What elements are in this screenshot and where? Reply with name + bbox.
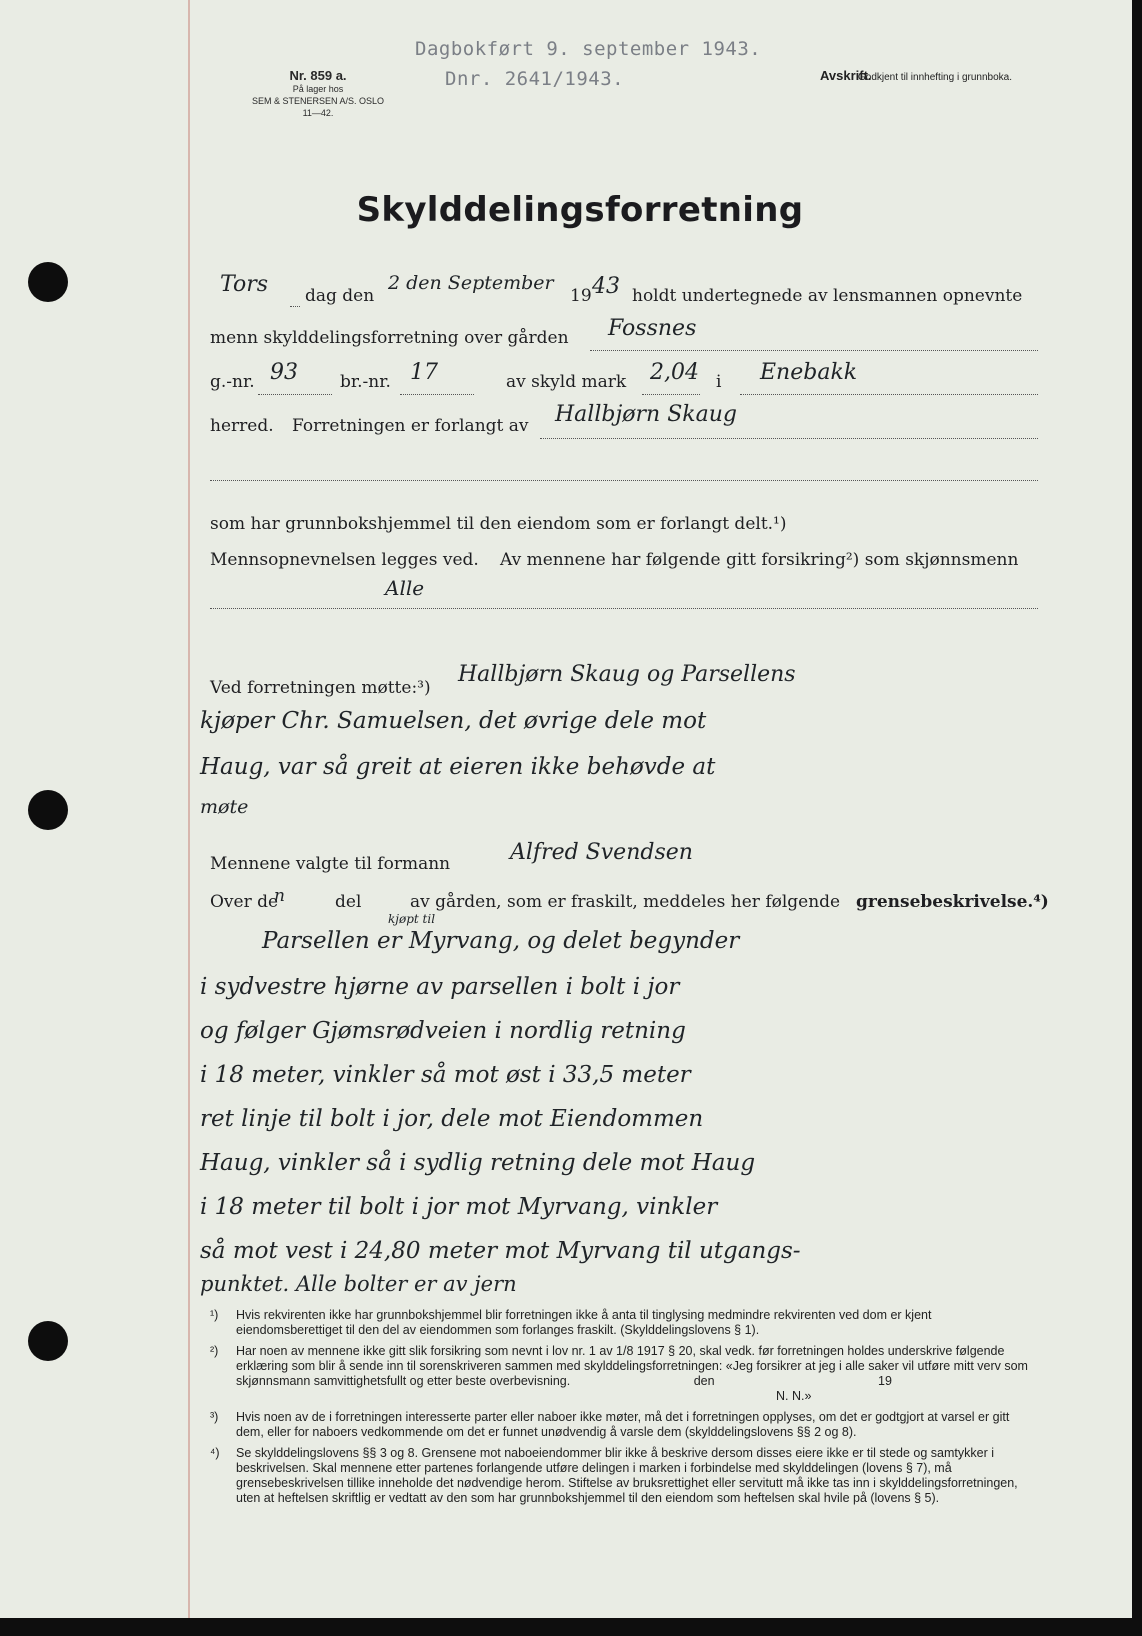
document-title: Skylddelingsforretning: [356, 190, 804, 230]
footnote-text: Hvis noen av de i forretningen interesserte parter eller naboer ikke møter, må det i forretningen opplyses, om det er godtgjort at varsel er gitt dem, eller for naboers vedkommende om det er funnet unødvendig å varsle dem (skylddelingslovens §§ 2 og 8).: [236, 1410, 1010, 1439]
label-skyld: av skyld mark: [506, 372, 627, 392]
dotted-line: [400, 394, 474, 395]
footnotes: [210, 1308, 1040, 1512]
footnote: [210, 1446, 1040, 1506]
footnote: [210, 1410, 1040, 1440]
handwritten-weekday: Tors: [220, 272, 269, 297]
handwritten-suffix: n: [274, 886, 285, 906]
handwritten-formann: Alfred Svendsen: [510, 840, 693, 865]
printer-date: 11—42.: [302, 108, 334, 118]
form-row-formann: [210, 840, 1038, 888]
handwritten-moette-line: møte: [200, 796, 249, 818]
label-forsikring: Av mennene har følgende gitt forsikring²) som skjønnsmenn: [500, 550, 1019, 570]
footnote-mark: ²): [210, 1344, 219, 1358]
label-grensebeskrivelse: grensebeskrivelse.⁴): [856, 892, 1049, 912]
handwritten-requester: Hallbjørn Skaug: [555, 402, 737, 427]
dotted-line: [290, 306, 300, 307]
handwritten-moette-line: Haug, var så greit at eieren ikke behøvde at: [200, 754, 716, 780]
footnote-mark: ¹): [210, 1308, 219, 1322]
handwritten-grense-line: ret linje til bolt i jor, dele mot Eiendommen: [200, 1106, 704, 1132]
handwritten-grense-line: i sydvestre hjørne av parsellen i bolt i jor: [200, 974, 680, 1000]
label-gnr: g.-nr.: [210, 372, 255, 392]
margin-line: [188, 0, 190, 1618]
handwritten-farm: Fossnes: [608, 316, 697, 341]
avskrift-title: Avskrift.: [820, 68, 872, 83]
handwritten-skjonnsmenn: Alle: [385, 576, 425, 600]
label-formann: Mennene valgte til formann: [210, 854, 451, 874]
handwritten-moette: Hallbjørn Skaug og Parsellens: [458, 662, 796, 687]
handwritten-brnr: 17: [410, 360, 438, 385]
footnote-text: Hvis rekvirenten ikke har grunnbokshjemmel blir forretningen ikke å anta til tinglysing medmindre rekvirenten ved dom er kjent eiendomsberettiget til den del av eiendommen som forlanges fraskilt. (Skylddelingslovens § 1).: [236, 1308, 932, 1337]
handwritten-moette-line: kjøper Chr. Samuelsen, det øvrige dele mot: [200, 708, 707, 734]
handwritten-insert: kjøpt til: [388, 912, 436, 926]
label-brnr: br.-nr.: [340, 372, 391, 392]
form-row-hjemmel: [210, 508, 1038, 548]
dotted-line: [642, 394, 700, 395]
form-row-moette: [210, 662, 1038, 712]
printer-line: På lager hos: [292, 84, 344, 94]
form-row-farm: [210, 316, 1038, 362]
form-row-date: [210, 272, 1038, 320]
form-row-blank: [210, 452, 1038, 492]
printer-info: [228, 68, 408, 119]
handwritten-grense-line: i 18 meter til bolt i jor mot Myrvang, vinkler: [200, 1194, 718, 1220]
footnote: [210, 1308, 1040, 1338]
handwritten-grense-line: punktet. Alle bolter er av jern: [200, 1272, 517, 1296]
label-mennsopnevnelse: Mennsopnevnelsen legges ved.: [210, 550, 479, 570]
footnote-year: 19: [878, 1374, 892, 1388]
form-row-skjonnsmenn: [210, 576, 1038, 622]
avskrift-subtitle: Godkjent til innhefting i grunnboka.: [858, 72, 1012, 83]
label-dag-den: dag den: [305, 286, 375, 306]
footnote-den: den: [693, 1374, 715, 1388]
footnote-mark: ⁴): [210, 1446, 220, 1460]
label-over-de: Over de: [210, 892, 279, 912]
label-i: i: [716, 372, 722, 392]
label-year-prefix: 19: [570, 286, 592, 306]
punch-hole: [28, 262, 68, 302]
footnote-mark: ³): [210, 1410, 219, 1424]
handwritten-grense-line: Haug, vinkler så i sydlig retning dele mot Haug: [200, 1150, 756, 1176]
handwritten-municipality: Enebakk: [760, 360, 858, 385]
footnote: [210, 1344, 1040, 1404]
handwritten-year: 43: [592, 274, 620, 299]
dotted-line: [540, 438, 1038, 439]
dotted-line: [258, 394, 332, 395]
footnote-text: Har noen av mennene ikke gitt slik forsikring som nevnt i lov nr. 1 av 1/8 1917 § 20, skal vedk. før forretningen holdes underskrive følgende erklæring som blir å sende inn til sorenskriveren sammen med skylddelingsforretningen: «Jeg forsikrer at jeg i alle saker vil utføre mitt verv som skjønnsmann samvittighetsfullt og etter beste overbevisning.: [236, 1344, 1028, 1388]
label-farm: menn skylddelingsforretning over gården: [210, 328, 569, 348]
registration-stamp-number: Dnr. 2641/1943.: [445, 68, 625, 90]
registration-stamp-date: Dagbokført 9. september 1943.: [415, 38, 762, 60]
label-del: del: [335, 892, 362, 912]
label-forlangt: Forretningen er forlangt av: [292, 416, 529, 436]
footnote-sign: N. N.»: [776, 1389, 812, 1403]
form-row-gnr: [210, 360, 1038, 406]
punch-hole: [28, 790, 68, 830]
handwritten-grense-line: så mot vest i 24,80 meter mot Myrvang til utgangs-: [200, 1238, 801, 1264]
handwritten-gnr: 93: [270, 360, 298, 385]
dotted-line: [590, 350, 1038, 351]
form-row-requested-by: [210, 402, 1038, 450]
footnote-text: Se skylddelingslovens §§ 3 og 8. Grensene mot naboeiendommer blir ikke å beskrive dersom disses eiere ikke er til stede og samtykker i beskrivelsen. Skal mennene etter partenes forlangende utføre delingen i marken i forbindelse med skylddelingen (lovens § 7), må grensebeskrivelsen tillike inneholde det nødvendige herom. Stiftelse av bruksrettighet eller servitutt må ikke tas inn i skylddelingsforretningen, uten at heftelsen skriftlig er vedtatt av den som har grunnbokshjemmel til den eiendom som heftelsen skal hvile på (lovens § 5).: [236, 1446, 1018, 1505]
printer-name: SEM & STENERSEN A/S. OSLO: [251, 96, 385, 106]
label-hjemmel: som har grunnbokshjemmel til den eiendom som er forlangt delt.¹): [210, 514, 787, 534]
handwritten-skyld: 2,04: [650, 360, 699, 385]
handwritten-date: 2 den September: [388, 272, 554, 294]
label-fraskilt: av gården, som er fraskilt, meddeles her følgende: [410, 892, 841, 912]
dotted-line: [210, 608, 1038, 609]
dotted-line: [210, 480, 1038, 481]
form-row-mennsopnevnelse: [210, 544, 1038, 584]
handwritten-grense-line: Parsellen er Myrvang, og delet begynder: [262, 928, 740, 954]
form-number: Nr. 859 a.: [289, 68, 347, 83]
label-moette: Ved forretningen møtte:³): [210, 678, 431, 698]
avskrift-block: [820, 68, 1050, 83]
form-row-grense-label: [210, 886, 1049, 926]
handwritten-grense-line: i 18 meter, vinkler så mot øst i 33,5 meter: [200, 1062, 691, 1088]
label-herred: herred.: [210, 416, 274, 436]
handwritten-grense-line: og følger Gjømsrødveien i nordlig retning: [200, 1018, 686, 1044]
label-holdt: holdt undertegnede av lensmannen opnevnte: [632, 286, 1023, 306]
punch-hole: [28, 1321, 68, 1361]
dotted-line: [740, 394, 1038, 395]
